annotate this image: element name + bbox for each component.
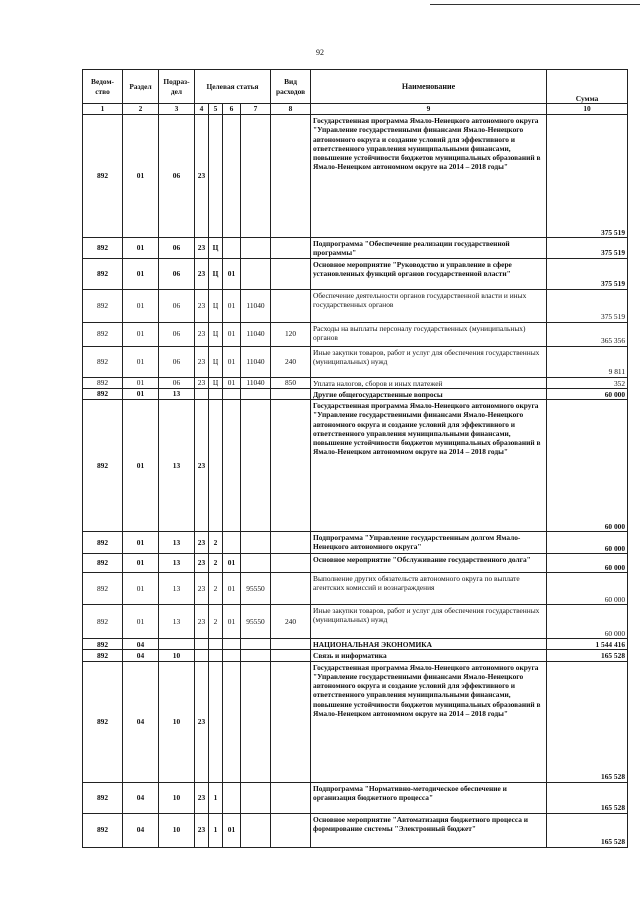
cell-cs5 (209, 388, 223, 399)
table-row (83, 388, 628, 399)
cell-podrazdel: 06 (159, 238, 195, 259)
cell-podrazdel: 06 (159, 322, 195, 346)
cell-cs7: 11040 (241, 346, 271, 377)
cell-cs4: 23 (195, 782, 209, 813)
cell-razdel: 04 (123, 813, 159, 847)
cell-cs4: 23 (195, 322, 209, 346)
cell-sum: 60 000 (547, 388, 628, 399)
cell-razdel: 01 (123, 388, 159, 399)
table-row (83, 258, 628, 289)
cell-vedomstvo: 892 (83, 346, 123, 377)
col-num: 10 (547, 104, 628, 115)
table-row (83, 605, 628, 639)
header-podrazdel: Подраз-дел (159, 70, 195, 104)
cell-name: Подпрограмма "Управление государственным долгом Ямало-Ненецкого автономного округа" (311, 532, 547, 554)
cell-cs7 (241, 554, 271, 573)
cell-cs5: 1 (209, 782, 223, 813)
cell-vid (271, 661, 311, 782)
cell-podrazdel: 06 (159, 346, 195, 377)
cell-vid (271, 400, 311, 532)
cell-vedomstvo: 892 (83, 813, 123, 847)
cell-cs6: 01 (223, 813, 241, 847)
cell-sum: 1 544 416 (547, 639, 628, 650)
cell-cs6 (223, 115, 241, 238)
cell-cs5 (209, 400, 223, 532)
cell-cs7: 11040 (241, 322, 271, 346)
cell-vid (271, 813, 311, 847)
cell-vedomstvo: 892 (83, 650, 123, 661)
cell-vid (271, 782, 311, 813)
cell-cs5: Ц (209, 258, 223, 289)
cell-cs5: Ц (209, 346, 223, 377)
cell-podrazdel: 13 (159, 532, 195, 554)
cell-cs6 (223, 782, 241, 813)
cell-cs4: 23 (195, 661, 209, 782)
cell-sum: 375 519 (547, 289, 628, 322)
cell-podrazdel: 13 (159, 388, 195, 399)
cell-sum: 60 000 (547, 554, 628, 573)
cell-razdel: 01 (123, 115, 159, 238)
cell-sum: 165 528 (547, 813, 628, 847)
cell-razdel: 04 (123, 650, 159, 661)
cell-name: Иные закупки товаров, работ и услуг для обеспечения государственных (муниципальных) нужд (311, 346, 547, 377)
cell-podrazdel: 10 (159, 650, 195, 661)
cell-vedomstvo: 892 (83, 238, 123, 259)
cell-vedomstvo: 892 (83, 661, 123, 782)
cell-cs4: 23 (195, 400, 209, 532)
cell-sum: 60 000 (547, 573, 628, 605)
cell-cs7 (241, 661, 271, 782)
cell-cs5: 2 (209, 605, 223, 639)
table-row (83, 813, 628, 847)
cell-vedomstvo: 892 (83, 400, 123, 532)
cell-name: Основное мероприятие "Автоматизация бюджетного процесса и формирование системы "Электронный бюджет" (311, 813, 547, 847)
cell-podrazdel: 06 (159, 289, 195, 322)
cell-sum: 375 519 (547, 238, 628, 259)
cell-vedomstvo: 892 (83, 115, 123, 238)
cell-sum: 375 519 (547, 115, 628, 238)
cell-vid (271, 388, 311, 399)
cell-vedomstvo: 892 (83, 258, 123, 289)
cell-cs7 (241, 238, 271, 259)
cell-cs5 (209, 661, 223, 782)
table-row (83, 532, 628, 554)
cell-vid: 240 (271, 346, 311, 377)
col-num: 3 (159, 104, 195, 115)
cell-razdel: 04 (123, 639, 159, 650)
cell-cs7: 95550 (241, 605, 271, 639)
cell-sum: 165 528 (547, 650, 628, 661)
cell-vid (271, 639, 311, 650)
table-row (83, 238, 628, 259)
cell-cs5: 2 (209, 532, 223, 554)
cell-razdel: 01 (123, 322, 159, 346)
cell-name: Основное мероприятие "Руководство и управление в сфере установленных функций органов государственной власти" (311, 258, 547, 289)
col-num: 5 (209, 104, 223, 115)
cell-podrazdel: 13 (159, 400, 195, 532)
header-vid: Вид расходов (271, 70, 311, 104)
table-row (83, 650, 628, 661)
cell-name: Подпрограмма "Обеспечение реализации государственной программы" (311, 238, 547, 259)
cell-cs6: 01 (223, 289, 241, 322)
cell-cs6 (223, 650, 241, 661)
cell-cs7 (241, 813, 271, 847)
cell-cs4: 23 (195, 238, 209, 259)
cell-name: Подпрограмма "Нормативно-методическое обеспечение и организация бюджетного процесса" (311, 782, 547, 813)
cell-podrazdel: 06 (159, 115, 195, 238)
cell-vid (271, 115, 311, 238)
cell-name: Другие общегосударственные вопросы (311, 388, 547, 399)
cell-name: Основное мероприятие "Обслуживание государственного долга" (311, 554, 547, 573)
table-row (83, 782, 628, 813)
cell-vid: 850 (271, 377, 311, 388)
cell-sum: 165 528 (547, 661, 628, 782)
cell-name: НАЦИОНАЛЬНАЯ ЭКОНОМИКА (311, 639, 547, 650)
cell-podrazdel: 06 (159, 258, 195, 289)
cell-name: Обеспечение деятельности органов государственной власти и иных государственных органов (311, 289, 547, 322)
cell-cs4 (195, 639, 209, 650)
cell-name: Государственная программа Ямало-Ненецкого автономного округа "Управление государственными финансами Ямало-Ненецкого автономного округа и создание условий для эффективного и ответственного управления муниципальными финансами, повышение устойчивости бюджетов муниципальных образований в Ямало-Ненецком автономном округе на 2014 – 2018 годы" (311, 115, 547, 238)
cell-cs5: Ц (209, 322, 223, 346)
cell-cs4: 23 (195, 115, 209, 238)
cell-cs5 (209, 639, 223, 650)
top-rule (430, 0, 640, 5)
col-num: 7 (241, 104, 271, 115)
table-row (83, 400, 628, 532)
cell-cs5: Ц (209, 289, 223, 322)
cell-podrazdel: 13 (159, 605, 195, 639)
cell-cs4: 23 (195, 377, 209, 388)
cell-razdel: 01 (123, 573, 159, 605)
table-row (83, 346, 628, 377)
cell-cs5: Ц (209, 377, 223, 388)
cell-razdel: 01 (123, 400, 159, 532)
cell-cs6 (223, 639, 241, 650)
header-razdel: Раздел (123, 70, 159, 104)
cell-cs4: 23 (195, 346, 209, 377)
cell-vid (271, 554, 311, 573)
cell-cs4: 23 (195, 573, 209, 605)
cell-cs4: 23 (195, 258, 209, 289)
cell-cs4: 23 (195, 605, 209, 639)
cell-sum: 375 519 (547, 258, 628, 289)
cell-cs7 (241, 115, 271, 238)
cell-razdel: 01 (123, 554, 159, 573)
cell-vedomstvo: 892 (83, 554, 123, 573)
cell-cs4: 23 (195, 554, 209, 573)
cell-razdel: 01 (123, 238, 159, 259)
cell-cs6 (223, 388, 241, 399)
table-row (83, 573, 628, 605)
header-summa: Сумма (547, 70, 628, 104)
cell-sum: 352 (547, 377, 628, 388)
column-number-row (83, 104, 628, 115)
cell-razdel: 01 (123, 346, 159, 377)
cell-sum: 365 356 (547, 322, 628, 346)
cell-cs7: 95550 (241, 573, 271, 605)
cell-razdel: 04 (123, 661, 159, 782)
budget-table (82, 69, 628, 848)
cell-name: Государственная программа Ямало-Ненецкого автономного округа "Управление государственными финансами Ямало-Ненецкого автономного округа и создание условий для эффективного и ответственного управления муниципальными финансами, повышение устойчивости бюджетов муниципальных образований в Ямало-Ненецком автономном округе на 2014 – 2018 годы" (311, 661, 547, 782)
cell-razdel: 01 (123, 377, 159, 388)
cell-cs7 (241, 532, 271, 554)
cell-cs6 (223, 661, 241, 782)
cell-cs6 (223, 400, 241, 532)
cell-cs7 (241, 639, 271, 650)
cell-podrazdel: 10 (159, 813, 195, 847)
col-num: 9 (311, 104, 547, 115)
cell-cs4 (195, 388, 209, 399)
cell-cs4: 23 (195, 289, 209, 322)
cell-cs5 (209, 115, 223, 238)
cell-vedomstvo: 892 (83, 532, 123, 554)
cell-podrazdel: 10 (159, 782, 195, 813)
cell-vid (271, 258, 311, 289)
cell-vedomstvo: 892 (83, 388, 123, 399)
col-num: 8 (271, 104, 311, 115)
table-row (83, 639, 628, 650)
cell-cs6: 01 (223, 377, 241, 388)
cell-name: Уплата налогов, сборов и иных платежей (311, 377, 547, 388)
header-name: Наименование (311, 70, 547, 104)
col-num: 1 (83, 104, 123, 115)
cell-name: Государственная программа Ямало-Ненецкого автономного округа "Управление государственными финансами Ямало-Ненецкого автономного округа и создание условий для эффективного и ответственного управления муниципальными финансами, повышение устойчивости бюджетов муниципальных образований в Ямало-Ненецком автономном округе на 2014 – 2018 годы" (311, 400, 547, 532)
cell-vid (271, 532, 311, 554)
cell-vid (271, 650, 311, 661)
cell-vid (271, 289, 311, 322)
cell-cs4: 23 (195, 813, 209, 847)
header-row (83, 70, 628, 104)
cell-cs6: 01 (223, 322, 241, 346)
cell-podrazdel: 13 (159, 573, 195, 605)
cell-podrazdel (159, 639, 195, 650)
cell-cs5 (209, 650, 223, 661)
cell-sum: 60 000 (547, 400, 628, 532)
cell-vedomstvo: 892 (83, 782, 123, 813)
cell-sum: 165 528 (547, 782, 628, 813)
cell-podrazdel: 10 (159, 661, 195, 782)
cell-cs7: 11040 (241, 377, 271, 388)
table-row (83, 661, 628, 782)
cell-cs7 (241, 400, 271, 532)
cell-vedomstvo: 892 (83, 573, 123, 605)
cell-cs5: Ц (209, 238, 223, 259)
cell-vedomstvo: 892 (83, 289, 123, 322)
page-number: 92 (316, 48, 324, 57)
header-vedomstvo: Ведом-ство (83, 70, 123, 104)
col-num: 6 (223, 104, 241, 115)
table-row (83, 377, 628, 388)
col-num: 4 (195, 104, 209, 115)
cell-vedomstvo: 892 (83, 605, 123, 639)
cell-vid: 120 (271, 322, 311, 346)
cell-vid (271, 238, 311, 259)
cell-name: Выполнение других обязательств автономного округа по выплате агентских комиссий и вознаграждения (311, 573, 547, 605)
cell-cs6: 01 (223, 346, 241, 377)
cell-cs5: 1 (209, 813, 223, 847)
cell-cs6: 01 (223, 554, 241, 573)
cell-vedomstvo: 892 (83, 322, 123, 346)
cell-vedomstvo: 892 (83, 639, 123, 650)
table-row (83, 322, 628, 346)
col-num: 2 (123, 104, 159, 115)
cell-cs7 (241, 258, 271, 289)
cell-razdel: 01 (123, 258, 159, 289)
table-row (83, 115, 628, 238)
cell-cs4 (195, 650, 209, 661)
cell-vid (271, 573, 311, 605)
cell-cs7 (241, 388, 271, 399)
table-row (83, 289, 628, 322)
header-celevaya: Целевая статья (195, 70, 271, 104)
cell-sum: 60 000 (547, 605, 628, 639)
cell-cs5: 2 (209, 554, 223, 573)
cell-vedomstvo: 892 (83, 377, 123, 388)
cell-podrazdel: 13 (159, 554, 195, 573)
cell-razdel: 04 (123, 782, 159, 813)
cell-sum: 60 000 (547, 532, 628, 554)
cell-cs6: 01 (223, 605, 241, 639)
cell-vid: 240 (271, 605, 311, 639)
cell-podrazdel: 06 (159, 377, 195, 388)
cell-name: Связь и информатика (311, 650, 547, 661)
cell-name: Иные закупки товаров, работ и услуг для обеспечения государственных (муниципальных) нужд (311, 605, 547, 639)
cell-cs5: 2 (209, 573, 223, 605)
cell-cs7 (241, 782, 271, 813)
cell-cs7: 11040 (241, 289, 271, 322)
cell-cs6 (223, 532, 241, 554)
cell-cs6: 01 (223, 573, 241, 605)
cell-razdel: 01 (123, 289, 159, 322)
cell-cs6 (223, 238, 241, 259)
cell-name: Расходы на выплаты персоналу государственных (муниципальных) органов (311, 322, 547, 346)
cell-sum: 9 811 (547, 346, 628, 377)
table-row (83, 554, 628, 573)
cell-cs7 (241, 650, 271, 661)
cell-razdel: 01 (123, 532, 159, 554)
cell-cs4: 23 (195, 532, 209, 554)
table-body (83, 115, 628, 848)
cell-cs6: 01 (223, 258, 241, 289)
cell-razdel: 01 (123, 605, 159, 639)
